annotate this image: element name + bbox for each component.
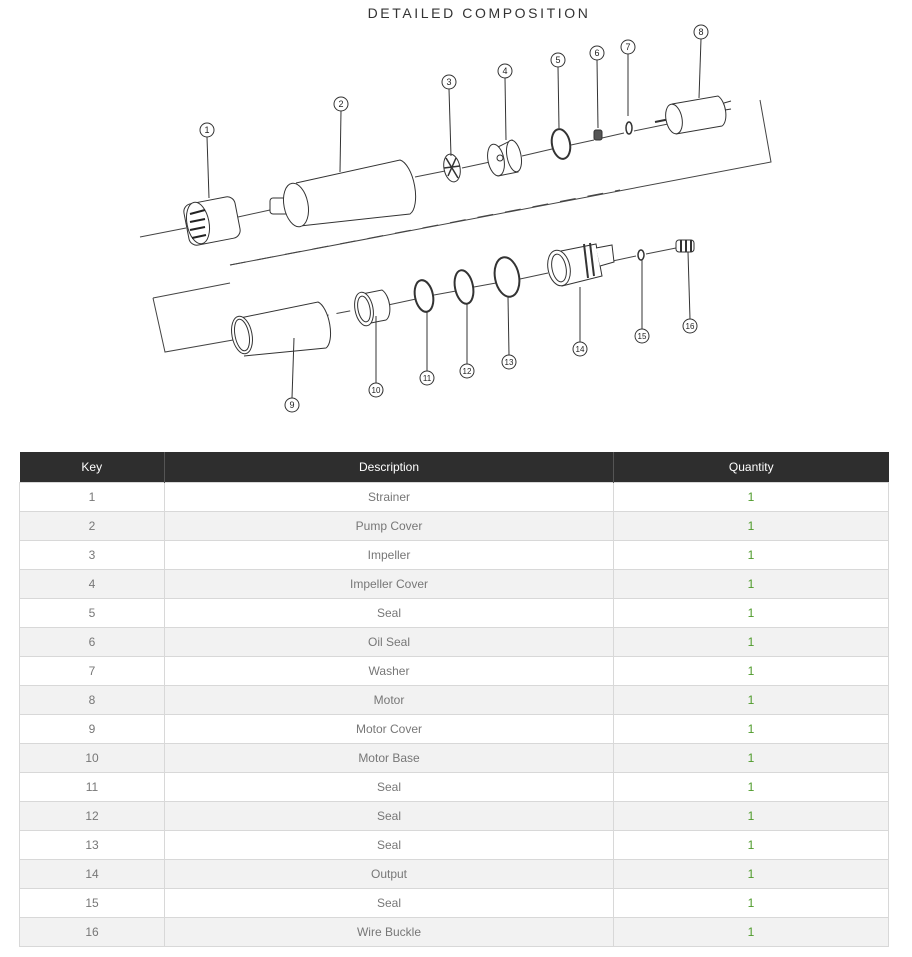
callout-14: 14 <box>575 345 585 354</box>
cell-quantity: 1 <box>614 715 889 744</box>
cell-key: 10 <box>20 744 165 773</box>
callout-12: 12 <box>462 367 472 376</box>
part-motor-cover <box>229 302 331 356</box>
callout-8: 8 <box>698 27 704 37</box>
cell-key: 8 <box>20 686 165 715</box>
cell-key: 11 <box>20 773 165 802</box>
callout-4: 4 <box>502 66 508 76</box>
callout-15: 15 <box>637 332 647 341</box>
part-impeller <box>441 153 462 184</box>
cell-quantity: 1 <box>614 918 889 947</box>
callout-13: 13 <box>504 358 514 367</box>
cell-quantity: 1 <box>614 570 889 599</box>
cell-quantity: 1 <box>614 860 889 889</box>
cell-description: Seal <box>165 599 614 628</box>
part-oil-seal <box>594 130 602 140</box>
table-row <box>20 541 889 570</box>
part-motor-base <box>352 290 390 327</box>
page-title: DETAILED COMPOSITION <box>367 5 591 21</box>
table-row <box>20 483 889 512</box>
cell-quantity: 1 <box>614 802 889 831</box>
cell-key: 13 <box>20 831 165 860</box>
table-row <box>20 802 889 831</box>
cell-quantity: 1 <box>614 512 889 541</box>
cell-key: 5 <box>20 599 165 628</box>
table-row <box>20 657 889 686</box>
cell-description: Wire Buckle <box>165 918 614 947</box>
header-quantity: Quantity <box>614 452 889 483</box>
cell-key: 2 <box>20 512 165 541</box>
cell-key: 9 <box>20 715 165 744</box>
callout-2: 2 <box>338 99 344 109</box>
cell-quantity: 1 <box>614 773 889 802</box>
cell-quantity: 1 <box>614 657 889 686</box>
cell-key: 12 <box>20 802 165 831</box>
part-seal-13 <box>491 255 522 299</box>
cell-quantity: 1 <box>614 744 889 773</box>
callout-9: 9 <box>289 400 295 410</box>
callout-3: 3 <box>446 77 452 87</box>
table-row <box>20 918 889 947</box>
cell-quantity: 1 <box>614 889 889 918</box>
cell-quantity: 1 <box>614 831 889 860</box>
part-motor <box>655 96 731 135</box>
callout-7: 7 <box>625 42 631 52</box>
part-seal-11 <box>412 279 436 314</box>
cell-description: Seal <box>165 889 614 918</box>
header-description: Description <box>165 452 614 483</box>
cell-key: 1 <box>20 483 165 512</box>
cell-key: 15 <box>20 889 165 918</box>
part-wire-buckle <box>676 240 694 252</box>
callout-1: 1 <box>204 125 210 135</box>
cell-quantity: 1 <box>614 628 889 657</box>
callout-16: 16 <box>685 322 695 331</box>
header-key: Key <box>20 452 165 483</box>
parts-table <box>19 452 889 947</box>
cell-description: Motor Cover <box>165 715 614 744</box>
part-impeller-cover <box>485 139 524 177</box>
table-header-row <box>20 452 889 483</box>
cell-description: Impeller Cover <box>165 570 614 599</box>
table-row <box>20 744 889 773</box>
cell-key: 3 <box>20 541 165 570</box>
callout-5: 5 <box>555 55 561 65</box>
table-row <box>20 715 889 744</box>
cell-description: Pump Cover <box>165 512 614 541</box>
part-seal-5 <box>549 128 572 161</box>
callout-6: 6 <box>594 48 600 58</box>
table-row <box>20 512 889 541</box>
table-row <box>20 599 889 628</box>
cell-description: Strainer <box>165 483 614 512</box>
cell-description: Motor <box>165 686 614 715</box>
cell-description: Washer <box>165 657 614 686</box>
callout-10: 10 <box>371 386 381 395</box>
cell-description: Impeller <box>165 541 614 570</box>
cell-key: 4 <box>20 570 165 599</box>
part-seal-15 <box>638 250 644 260</box>
cell-description: Seal <box>165 831 614 860</box>
cell-description: Seal <box>165 802 614 831</box>
table-row <box>20 831 889 860</box>
cell-description: Output <box>165 860 614 889</box>
table-row <box>20 860 889 889</box>
table-row <box>20 570 889 599</box>
exploded-diagram <box>0 0 912 430</box>
table-row <box>20 628 889 657</box>
callout-11: 11 <box>422 374 432 383</box>
table-row <box>20 686 889 715</box>
part-pump-cover <box>270 160 416 229</box>
callout-circles <box>200 25 708 412</box>
cell-key: 6 <box>20 628 165 657</box>
cell-quantity: 1 <box>614 686 889 715</box>
part-washer <box>626 122 632 134</box>
cell-quantity: 1 <box>614 541 889 570</box>
table-row <box>20 889 889 918</box>
cell-description: Oil Seal <box>165 628 614 657</box>
cell-description: Seal <box>165 773 614 802</box>
cell-key: 16 <box>20 918 165 947</box>
cell-quantity: 1 <box>614 483 889 512</box>
part-seal-12 <box>452 269 476 306</box>
cell-description: Motor Base <box>165 744 614 773</box>
table-body <box>20 483 889 947</box>
cell-key: 7 <box>20 657 165 686</box>
cell-key: 14 <box>20 860 165 889</box>
cell-quantity: 1 <box>614 599 889 628</box>
table-row <box>20 773 889 802</box>
part-output <box>545 243 614 288</box>
part-strainer <box>182 195 241 246</box>
